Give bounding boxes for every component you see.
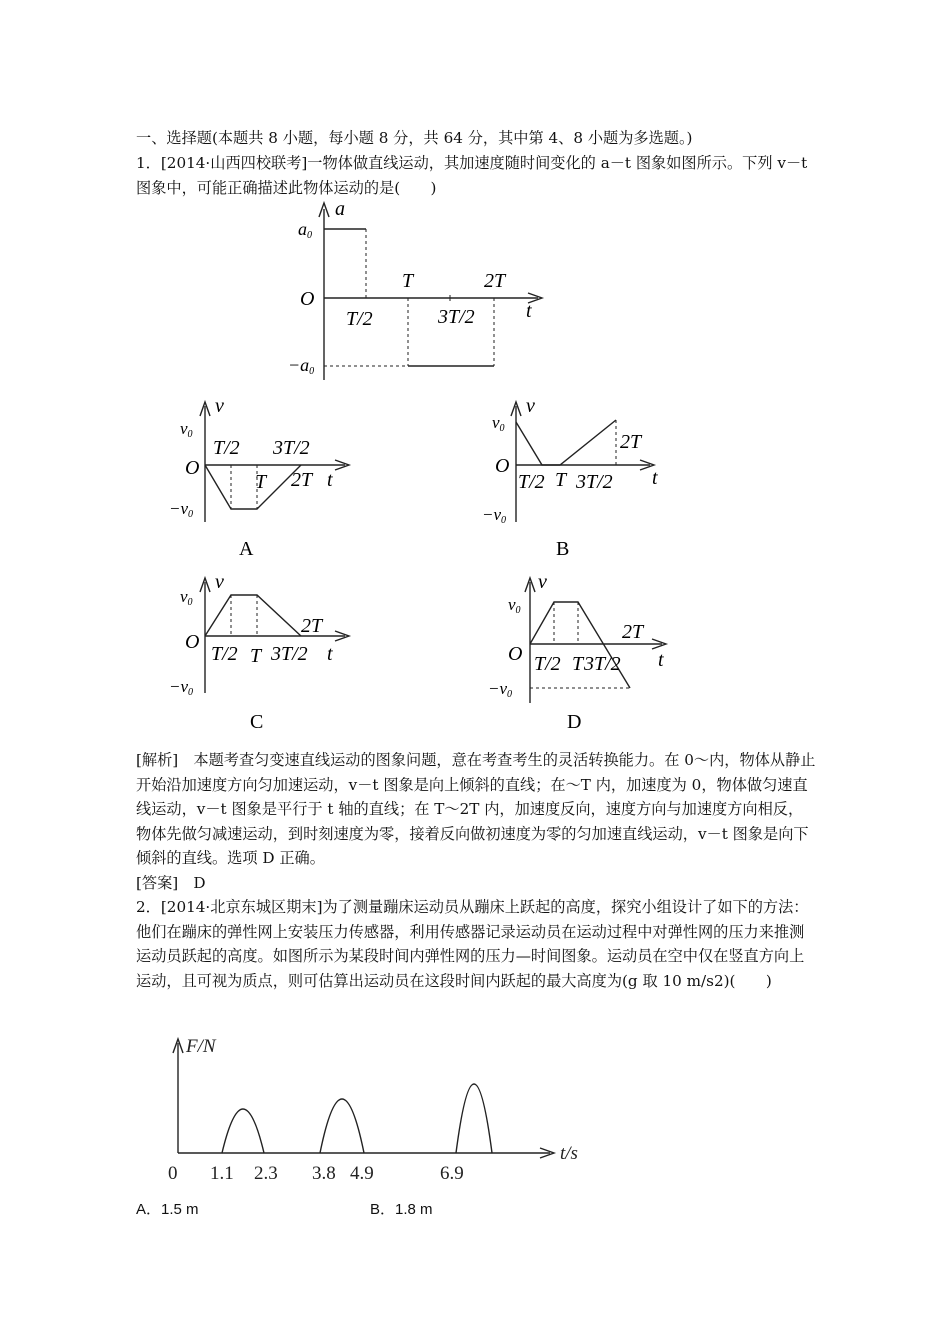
t-half-label: T/2 bbox=[518, 471, 545, 493]
t-2T-label: 2T bbox=[301, 615, 323, 637]
origin-label: O bbox=[185, 457, 200, 479]
vt-graph-c bbox=[165, 568, 365, 743]
neg-v0-label: −v0 bbox=[482, 505, 507, 526]
v0-label: v0 bbox=[180, 587, 193, 608]
v0-label: v0 bbox=[492, 413, 505, 434]
question-1-analysis: [解析] 本题考查匀变速直线运动的图象问题，意在考查考生的灵活转换能力。在 0～内，物体从静止开始沿加速度方向匀加速运动，v－t 图象是向上倾斜的直线；在～T 内，加速度为 0，物体做匀速直线运动，v－t 图象是平行于 t 轴的直线；在 T～2T 内，加速度反向，速度方向与加速度方向相反，物体先做匀减速运动，到时刻速度为零，接着反向做初速度为零的匀加速直线运动，v－t 图象是向下倾斜的直线。选项 D 正确。 bbox=[136, 751, 816, 867]
t-3half-label: 3T/2 bbox=[576, 471, 613, 493]
vt-graph-a bbox=[165, 392, 365, 567]
neg-v0-label: −v0 bbox=[169, 677, 194, 698]
tick-6-9: 6.9 bbox=[440, 1163, 464, 1184]
t-axis-label: t bbox=[327, 469, 333, 491]
t-T-label: T bbox=[250, 645, 262, 667]
choice-a: A．1.5 m bbox=[136, 1201, 199, 1218]
t-half-label: T/2 bbox=[346, 308, 373, 330]
t-T-label: T bbox=[572, 653, 584, 675]
a-axis-label: a bbox=[335, 198, 345, 220]
question-1-stem: 1．[2014·山西四校联考]一物体做直线运动，其加速度随时间变化的 a－t 图象如图所示。下列 v－t 图象中，可能正确描述此物体运动的是( ) bbox=[136, 154, 808, 197]
question-1-answer: [答案] D bbox=[136, 874, 206, 892]
f-axis-label: F/N bbox=[186, 1036, 216, 1057]
t-half-label: T/2 bbox=[534, 653, 561, 675]
origin-label: O bbox=[185, 631, 200, 653]
neg-v0-label: −v0 bbox=[169, 499, 194, 520]
option-c-label: C bbox=[250, 711, 264, 733]
option-b-label: B bbox=[556, 538, 570, 560]
choice-b: B．1.8 m bbox=[370, 1201, 433, 1218]
tick-1-1: 1.1 bbox=[210, 1163, 234, 1184]
t-2T-label: 2T bbox=[484, 270, 506, 292]
origin-label: O bbox=[508, 643, 523, 665]
t-axis-label: t bbox=[526, 300, 532, 322]
t-T-label: T bbox=[402, 270, 414, 292]
t-T-label: T bbox=[255, 471, 267, 493]
t-3half-label: 3T/2 bbox=[438, 306, 475, 328]
v-axis-label: v bbox=[538, 571, 547, 593]
v-axis-label: v bbox=[215, 395, 224, 417]
origin-label: O bbox=[300, 288, 315, 310]
option-d-label: D bbox=[567, 711, 582, 733]
tick-2-3: 2.3 bbox=[254, 1163, 278, 1184]
vt-graph-b bbox=[480, 392, 680, 567]
t-3half-label: 3T/2 bbox=[584, 653, 621, 675]
t-half-label: T/2 bbox=[213, 437, 240, 459]
t-axis-label: t/s bbox=[560, 1143, 578, 1164]
v-axis-label: v bbox=[526, 395, 535, 417]
t-2T-label: 2T bbox=[622, 621, 644, 643]
a-t-figure bbox=[280, 195, 560, 385]
t-axis-label: t bbox=[327, 643, 333, 665]
a0-label: a0 bbox=[298, 219, 312, 241]
tick-3-8: 3.8 bbox=[312, 1163, 336, 1184]
f-t-figure bbox=[160, 1025, 600, 1185]
neg-a0-label: −a0 bbox=[288, 355, 315, 377]
v0-label: v0 bbox=[508, 595, 521, 616]
tick-4-9: 4.9 bbox=[350, 1163, 374, 1184]
t-3half-label: 3T/2 bbox=[273, 437, 310, 459]
origin-label: O bbox=[495, 455, 510, 477]
option-a-label: A bbox=[239, 538, 254, 560]
t-axis-label: t bbox=[658, 649, 664, 671]
t-T-label: T bbox=[555, 469, 567, 491]
v0-label: v0 bbox=[180, 419, 193, 440]
vt-graph-d bbox=[480, 568, 680, 743]
t-half-label: T/2 bbox=[211, 643, 238, 665]
v-axis-label: v bbox=[215, 571, 224, 593]
question-2-stem: 2．[2014·北京东城区期末]为了测量蹦床运动员从蹦床上跃起的高度，探究小组设计了如下的方法：他们在蹦床的弹性网上安装压力传感器，利用传感器记录运动员在运动过程中对弹性网的压力来推测运动员跃起的高度。如图所示为某段时间内弹性网的压力—时间图象。运动员在空中仅在竖直方向上运动，且可视为质点，则可估算出运动员在这段时间内跃起的最大高度为(g 取 10 m/s2)( ) bbox=[136, 898, 809, 990]
section-heading: 一、选择题(本题共 8 小题，每小题 8 分，共 64 分，其中第 4、8 小题为多选题。) bbox=[136, 129, 693, 147]
neg-v0-label: −v0 bbox=[488, 679, 513, 700]
t-2T-label: 2T bbox=[291, 469, 313, 491]
t-3half-label: 3T/2 bbox=[271, 643, 308, 665]
t-axis-label: t bbox=[652, 467, 658, 489]
t-2T-label: 2T bbox=[620, 431, 642, 453]
tick-0: 0 bbox=[168, 1163, 178, 1184]
